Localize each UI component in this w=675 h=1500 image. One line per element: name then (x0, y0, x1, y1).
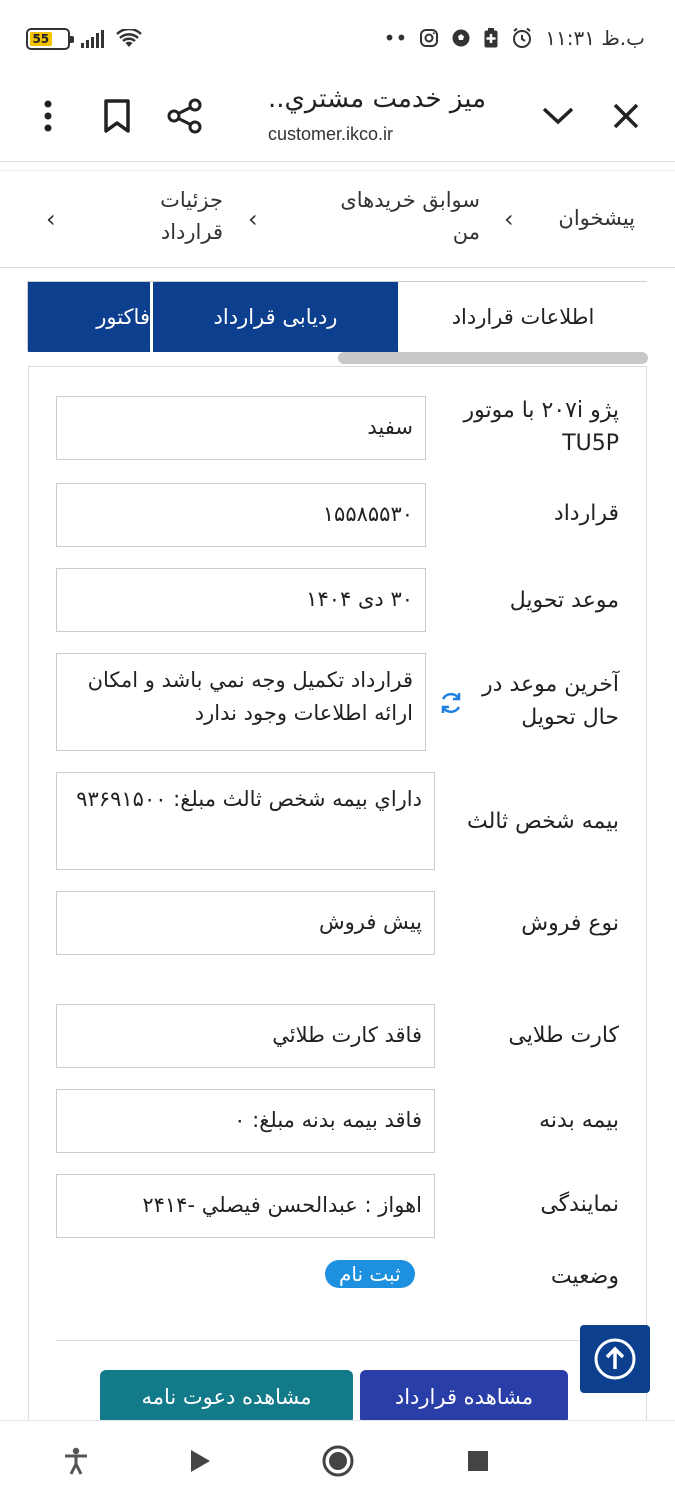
share-icon (167, 98, 203, 134)
field-value-third-party-insurance: داراي بیمه شخص ثالث مبلغ: ۹۳۶۹۱۵۰۰ (56, 772, 435, 870)
chevron-left-icon: ‹ (46, 205, 56, 233)
breadcrumb (0, 170, 675, 268)
field-label-third-party-insurance: بیمه شخص ثالث (467, 809, 619, 834)
breadcrumb-item-contract-details[interactable]: جزئیات قرارداد (160, 188, 223, 244)
status-bar (0, 0, 675, 80)
close-icon (612, 102, 640, 130)
home-circle-icon (321, 1444, 355, 1478)
field-value-sale-type: پیش فروش (56, 891, 435, 955)
accessibility-icon (63, 1447, 89, 1475)
divider (56, 1340, 618, 1341)
field-value-body-insurance: فاقد بیمه بدنه مبلغ: ۰ (56, 1089, 435, 1153)
field-label-body-insurance: بیمه بدنه (539, 1108, 619, 1133)
home-button[interactable] (320, 1443, 356, 1479)
view-contract-button[interactable]: مشاهده قرارداد (360, 1370, 568, 1424)
wifi-icon (116, 29, 142, 49)
bookmark-button[interactable] (93, 92, 141, 140)
scroll-to-top-button[interactable] (580, 1325, 650, 1393)
field-label-gold-card: کارت طلایی (508, 1023, 619, 1048)
breadcrumb-item-purchases[interactable]: سوابق خریدهای من (340, 188, 480, 244)
chevron-down-icon (541, 105, 575, 127)
instagram-icon (419, 28, 439, 48)
field-label-last-delivery: آخرین موعد در حال تحویل (482, 672, 619, 730)
stop-square-icon (467, 1450, 489, 1472)
refresh-icon[interactable] (438, 690, 464, 716)
page-title: ميز خدمت مشتري.. (268, 84, 487, 114)
battery-saver-icon (483, 28, 499, 48)
play-icon (188, 1448, 212, 1474)
tab-switcher-button[interactable] (534, 92, 582, 140)
status-right (384, 26, 645, 50)
system-nav-bar (0, 1420, 675, 1500)
tab-scrollbar[interactable] (338, 352, 648, 364)
close-button[interactable] (602, 92, 650, 140)
battery-level: 55 (30, 32, 52, 46)
chevron-left-icon: ‹ (248, 205, 258, 233)
alarm-icon (511, 27, 533, 49)
bookmark-icon (103, 99, 131, 133)
chevron-left-icon: ‹ (504, 205, 514, 233)
field-value-contract: ۱۵۵۸۵۵۳۰ (56, 483, 426, 547)
field-value-gold-card: فاقد کارت طلائي (56, 1004, 435, 1068)
tab-contract-tracking[interactable]: ردیابی قرارداد (151, 282, 398, 352)
field-value-dealer: اهواز : عبدالحسن فیصلي -۲۴۱۴ (56, 1174, 435, 1238)
recents-button[interactable] (460, 1443, 496, 1479)
status-left (26, 28, 142, 50)
field-label-dealer: نمایندگی (540, 1192, 619, 1217)
view-invitation-button[interactable]: مشاهده دعوت نامه (100, 1370, 353, 1424)
more-menu-button[interactable] (24, 92, 72, 140)
football-icon (451, 28, 471, 48)
field-value-color: سفید (56, 396, 426, 460)
field-label-car-model: پژو ۲۰۷i با موتور TU5P (463, 398, 619, 456)
page-url: customer.ikco.ir (268, 124, 394, 144)
clock: ۱۱:۳۱ ب.ظ (545, 26, 645, 50)
signal-icon (80, 29, 106, 49)
more-vert-icon (43, 100, 53, 132)
field-label-status: وضعیت (550, 1264, 619, 1289)
play-button[interactable] (182, 1443, 218, 1479)
tab-contract-info[interactable]: اطلاعات قرارداد (399, 282, 647, 352)
breadcrumb-item-dashboard[interactable]: پیشخوان (558, 206, 635, 230)
field-value-last-delivery: قرارداد تکمیل وجه نمي باشد و امکان ارائه اطلاعات وجود ندارد (56, 653, 426, 751)
arrow-up-circle-icon (592, 1336, 638, 1382)
battery-icon (26, 28, 70, 50)
status-badge: ثبت نام (325, 1260, 415, 1288)
field-value-delivery-date: ۳۰ دی ۱۴۰۴ (56, 568, 426, 632)
more-dots: •• (383, 26, 408, 50)
accessibility-button[interactable] (58, 1443, 94, 1479)
tab-invoice[interactable]: فاکتور (28, 282, 150, 352)
share-button[interactable] (161, 92, 209, 140)
field-label-contract: قرارداد (553, 501, 619, 526)
field-label-delivery-date: موعد تحویل (509, 588, 619, 613)
field-label-sale-type: نوع فروش (521, 911, 619, 936)
tab-bar (27, 281, 647, 351)
app-bar (0, 80, 675, 162)
